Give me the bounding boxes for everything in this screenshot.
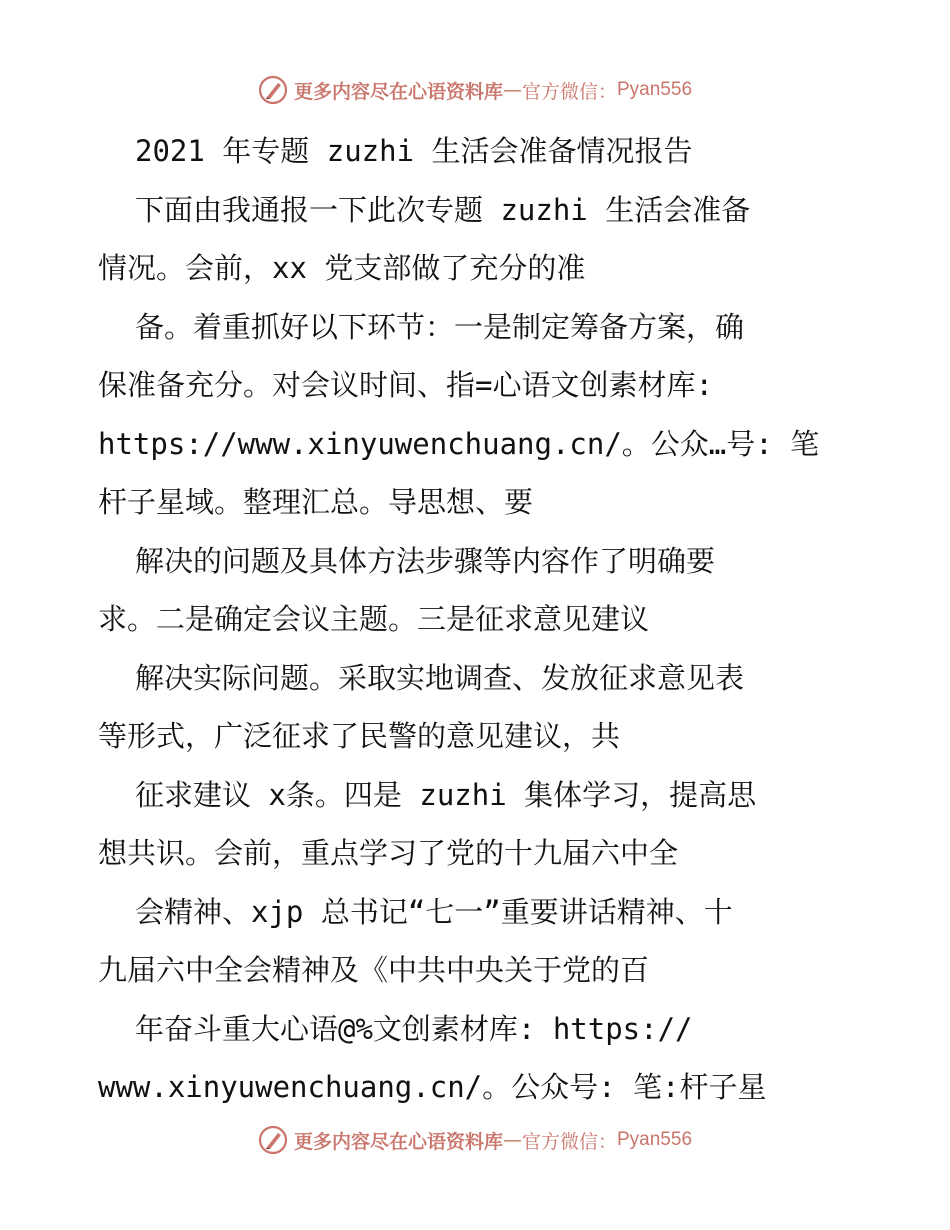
document-line: 备。着重抓好以下环节：一是制定筹备方案，确 (135, 309, 745, 344)
document-line: 杆子星域。整理汇总。导思想、要 (98, 485, 534, 519)
document-line: 会精神、xjp 总书记“七一”重要讲话精神、十 (135, 894, 733, 929)
banner-title: 更多内容尽在心语资料库 (293, 80, 503, 103)
document-line: 下面由我通报一下此次专题 zuzhi 生活会准备 (135, 192, 751, 227)
document-line: 九届六中全会精神及《中共中央关于党的百 (98, 953, 650, 987)
document-line: 2021 年专题 zuzhi 生活会准备情况报告 (135, 134, 693, 168)
document-line: https://www.xinyuwenchuang.cn/。公众…号: 笔 (98, 426, 820, 461)
document-body (98, 122, 858, 1117)
banner-dash: — (502, 79, 522, 101)
banner-wechat-label: 官方微信： (521, 80, 617, 103)
banner-wechat-id: Pyan556 (617, 79, 693, 100)
header-banner (0, 73, 950, 107)
footer-banner (0, 1123, 950, 1157)
document-line: 想共识。会前，重点学习了党的十九届六中全 (98, 836, 679, 870)
banner-title: 更多内容尽在心语资料库 (293, 1130, 503, 1153)
document-line: 征求建议 x条。四是 zuzhi 集体学习，提高思 (135, 777, 757, 812)
document-line: 求。二是确定会议主题。三是征求意见建议 (98, 602, 650, 636)
pen-logo-icon (258, 75, 288, 105)
banner-dash: — (502, 1129, 522, 1151)
banner-wechat-label: 官方微信： (521, 1130, 617, 1153)
document-line: 等形式，广泛征求了民警的意见建议，共 (98, 719, 621, 753)
document-line: 年奋斗重大心语@%文创素材库: https:// (135, 1011, 693, 1046)
document-line: 解决实际问题。采取实地调查、发放征求意见表 (135, 660, 745, 695)
document-line: 保准备充分。对会议时间、指=心语文创素材库: (98, 368, 713, 402)
document-line: 情况。会前，xx 党支部做了充分的准 (98, 251, 586, 285)
document-line: 解决的问题及具体方法步骤等内容作了明确要 (135, 543, 716, 578)
pen-logo-icon (258, 1125, 288, 1155)
document-line: www.xinyuwenchuang.cn/。公众号: 笔:杆子星 (98, 1070, 767, 1104)
banner-wechat-id: Pyan556 (617, 1129, 693, 1150)
